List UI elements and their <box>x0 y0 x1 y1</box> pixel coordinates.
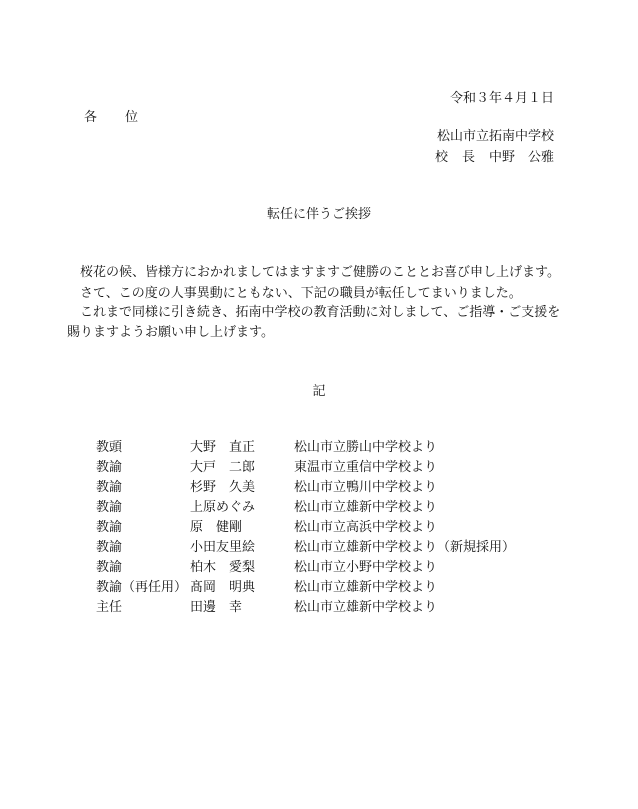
staff-name: 大野 直正 <box>190 440 256 455</box>
body-line-1 <box>67 265 560 281</box>
staff-previous-school: 東温市立重信中学校より <box>294 460 438 475</box>
staff-position: 教諭 <box>96 480 123 495</box>
staff-position: 教頭 <box>96 440 123 455</box>
staff-position: 教諭 <box>96 500 123 515</box>
date: 令和３年４月１日 <box>449 91 554 106</box>
staff-previous-school: 松山市立雄新中学校より（新規採用） <box>294 540 516 555</box>
sender-school: 松山市立拓南中学校 <box>436 129 554 144</box>
staff-name: 大戸 二郎 <box>190 460 256 475</box>
body-line-3 <box>67 305 560 321</box>
staff-previous-school: 松山市立雄新中学校より <box>294 580 438 595</box>
staff-position: 教諭（再任用） <box>96 580 188 595</box>
principal-title-first: 校 <box>434 150 448 165</box>
addressee-first-char: 各 <box>84 110 98 125</box>
staff-name: 杉野 久美 <box>190 480 256 495</box>
body-line-2 <box>67 286 522 302</box>
principal-name: 中野 公雅 <box>488 150 554 165</box>
sender-principal <box>435 150 554 166</box>
staff-previous-school: 松山市立雄新中学校より <box>294 500 438 515</box>
staff-name: 上原めぐみ <box>190 500 256 515</box>
staff-name: 原 健剛 <box>190 520 243 535</box>
staff-position: 教諭 <box>96 460 123 475</box>
principal-title-second: 長 <box>461 150 475 165</box>
staff-name: 髙岡 明典 <box>190 580 256 595</box>
staff-position: 教諭 <box>96 520 123 535</box>
body-line-3-text: これまで同様に引き続き、拓南中学校の教育活動に対しまして、ご指導・ご支援を <box>80 305 561 320</box>
body-line-4: 賜りますようお願い申し上げます。 <box>67 325 274 340</box>
staff-previous-school: 松山市立雄新中学校より <box>294 600 438 615</box>
addressee-second-char: 位 <box>125 110 139 125</box>
staff-previous-school: 松山市立小野中学校より <box>294 560 438 575</box>
document-title: 転任に伴うご挨拶 <box>266 207 371 222</box>
staff-name: 田邊 幸 <box>190 600 243 615</box>
staff-name: 柏木 愛梨 <box>190 560 256 575</box>
staff-position: 教諭 <box>96 560 123 575</box>
staff-position: 主任 <box>96 600 123 615</box>
addressee <box>84 110 138 126</box>
staff-position: 教諭 <box>96 540 123 555</box>
staff-previous-school: 松山市立高浜中学校より <box>294 520 438 535</box>
staff-previous-school: 松山市立鴨川中学校より <box>294 480 438 495</box>
staff-name: 小田友里絵 <box>190 540 256 555</box>
body-line-1-text: 桜花の候、皆様方におかれましてはますますご健勝のこととお喜び申し上げます。 <box>80 265 560 280</box>
body-line-2-text: さて、この度の人事異動にともない、下記の職員が転任してまいりました。 <box>80 286 522 301</box>
ki-heading: 記 <box>312 384 326 399</box>
staff-previous-school: 松山市立勝山中学校より <box>294 440 438 455</box>
